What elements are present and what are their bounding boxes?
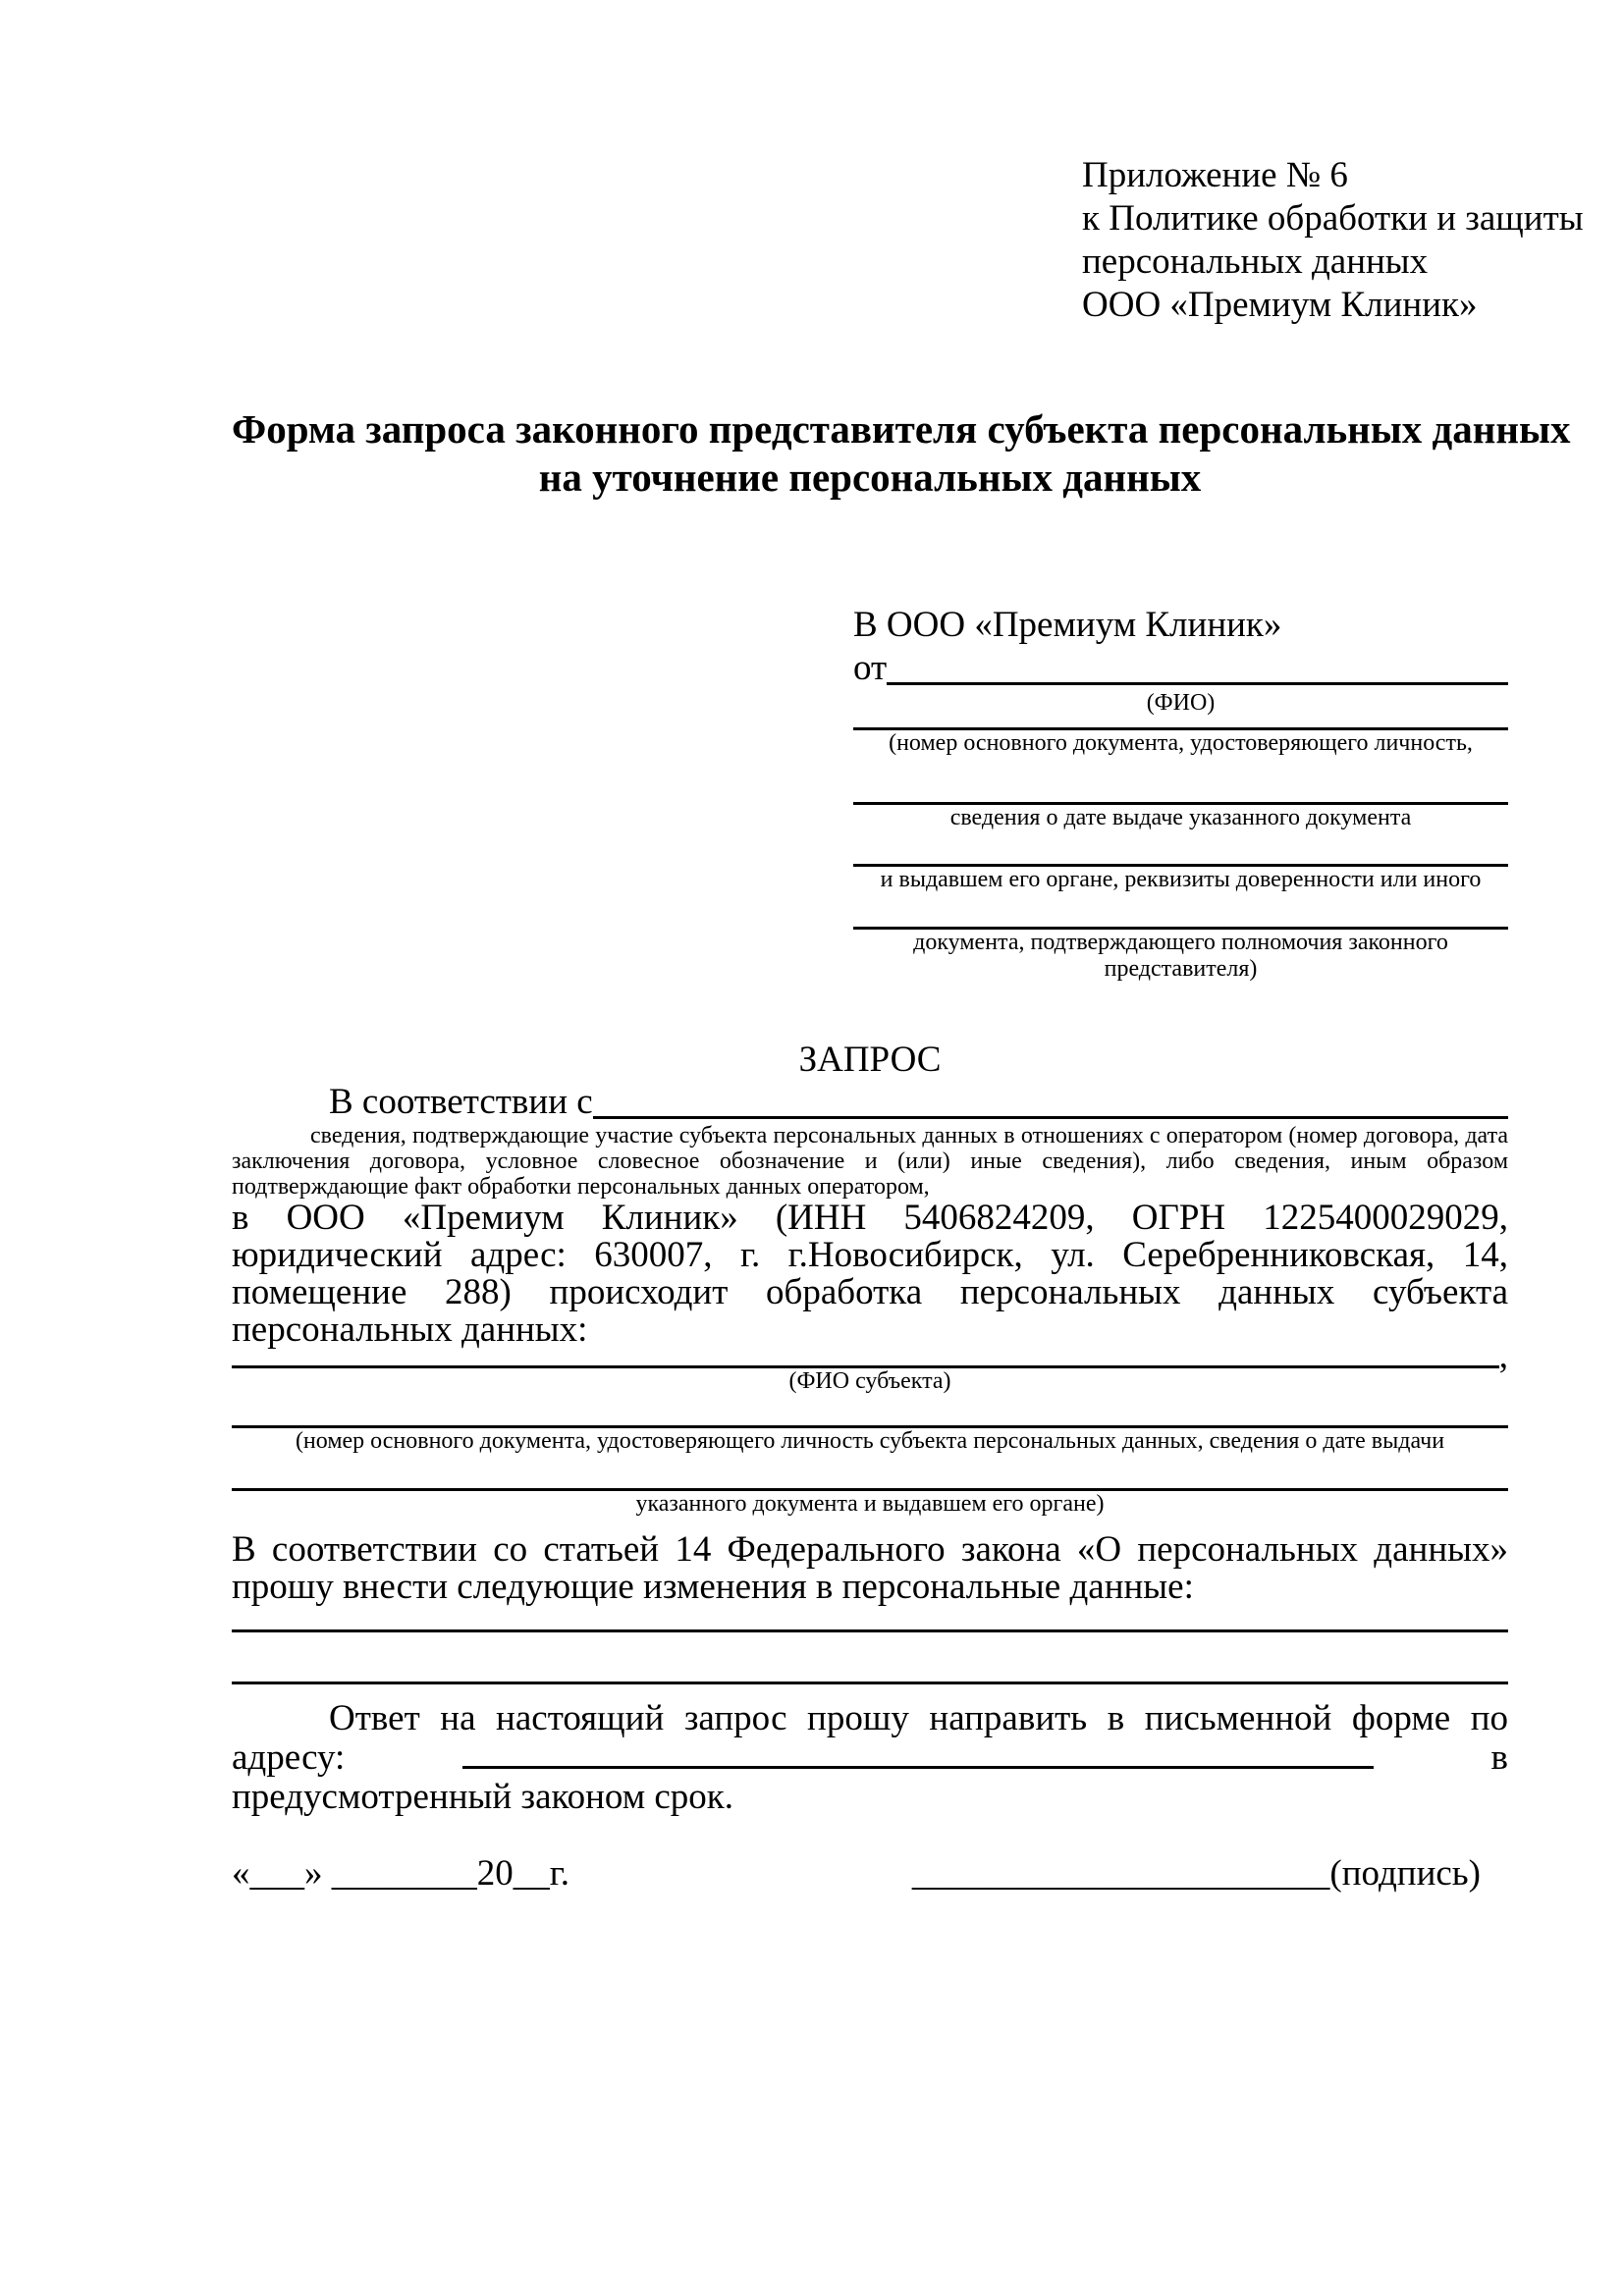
- from-label: от: [853, 648, 888, 688]
- subject-fio-row: [232, 1336, 1508, 1376]
- subject-document-caption-1: (номер основного документа, удостоверяющего личность субъекта персональных данных, сведения о дате выдачи: [295, 1428, 1445, 1454]
- representative-document-caption-4: документа, подтверждающего полномочия законного представителя): [913, 930, 1448, 982]
- document-title-line-1: Форма запроса законного представителя субъекта персональных данных: [232, 406, 1571, 452]
- date-signature-row: [232, 1852, 1508, 1896]
- representative-document-blank-line-1: [853, 717, 1508, 730]
- accordance-row: [232, 1082, 1508, 1123]
- date-field: «___» ________20__г.: [232, 1853, 570, 1894]
- signature-field: _______________________(подпись): [911, 1853, 1481, 1894]
- representative-document-caption-3: и выдавшем его органе, реквизиты доверенности или иного: [880, 867, 1482, 892]
- subject-fio-blank-line: [232, 1349, 1499, 1368]
- representative-document-blank-line-4: [853, 893, 1508, 930]
- subject-fio-comma: ,: [1498, 1336, 1508, 1376]
- representative-document-caption-2: сведения о дате выдаче указанного документа: [949, 805, 1412, 830]
- representative-name-blank-line: [887, 647, 1508, 685]
- fio-caption: (ФИО): [1146, 690, 1216, 716]
- subject-document-blank-line-2: [232, 1455, 1508, 1491]
- answer-paragraph: [232, 1699, 1508, 1817]
- subject-document-caption-2: указанного документа и выдавшем его органе): [635, 1491, 1105, 1517]
- representative-document-blank-line-3: [853, 831, 1508, 867]
- document-title-line-2: на уточнение персональных данных: [538, 454, 1202, 500]
- address-blank-line: [462, 1739, 1374, 1769]
- subject-document-blank-line-1: [232, 1395, 1508, 1428]
- addressee-organization: В ООО «Премиум Клиник»: [853, 605, 1282, 645]
- accordance-blank-line: [593, 1082, 1508, 1119]
- representative-document-caption-1: (номер основного документа, удостоверяющего личность,: [889, 730, 1473, 756]
- changes-blank-line-1: [232, 1606, 1508, 1632]
- answer-prefix: Ответ на настоящий запрос прошу направить в письменной форме по адресу:: [232, 1698, 1508, 1778]
- appendix-block: [1082, 154, 1584, 327]
- accordance-footnote: сведения, подтверждающие участие субъекта персональных данных в отношениях с оператором (номер договора, дата заключения договора, условное словесное обозначение и (или) иные сведения), либо сведения, иным образом подтверждающие факт обработки персональных данных оператором,: [232, 1123, 1508, 1200]
- addressee-block: [853, 604, 1508, 983]
- operator-paragraph: в ООО «Премиум Клиник» (ИНН 5406824209, ОГРН 1225400029029, юридический адрес: 630007, г. г.Новосибирск, ул. Серебренниковская, 14, помещение 288) происходит обработка персональных данных субъекта персональных данных:: [232, 1198, 1508, 1350]
- representative-document-blank-line-2: [853, 757, 1508, 805]
- accordance-prefix: В соответствии с: [329, 1082, 593, 1122]
- appendix-line-2: к Политике обработки и защиты: [1082, 198, 1584, 239]
- from-row: [853, 647, 1508, 690]
- article-paragraph: В соответствии со статьей 14 Федерального закона «О персональных данных» прошу внести следующие изменения в персональные данные:: [232, 1529, 1508, 1607]
- request-heading: ЗАПРОС: [798, 1040, 942, 1080]
- appendix-line-3: персональных данных: [1082, 241, 1429, 282]
- answer-suffix: в предусмотренный законом срок.: [232, 1737, 1508, 1817]
- subject-fio-caption: (ФИО субъекта): [788, 1368, 951, 1394]
- appendix-line-4: ООО «Премиум Клиник»: [1082, 285, 1478, 325]
- appendix-line-1: Приложение № 6: [1082, 155, 1348, 195]
- changes-blank-line-2: [232, 1632, 1508, 1684]
- document-title: [232, 405, 1571, 502]
